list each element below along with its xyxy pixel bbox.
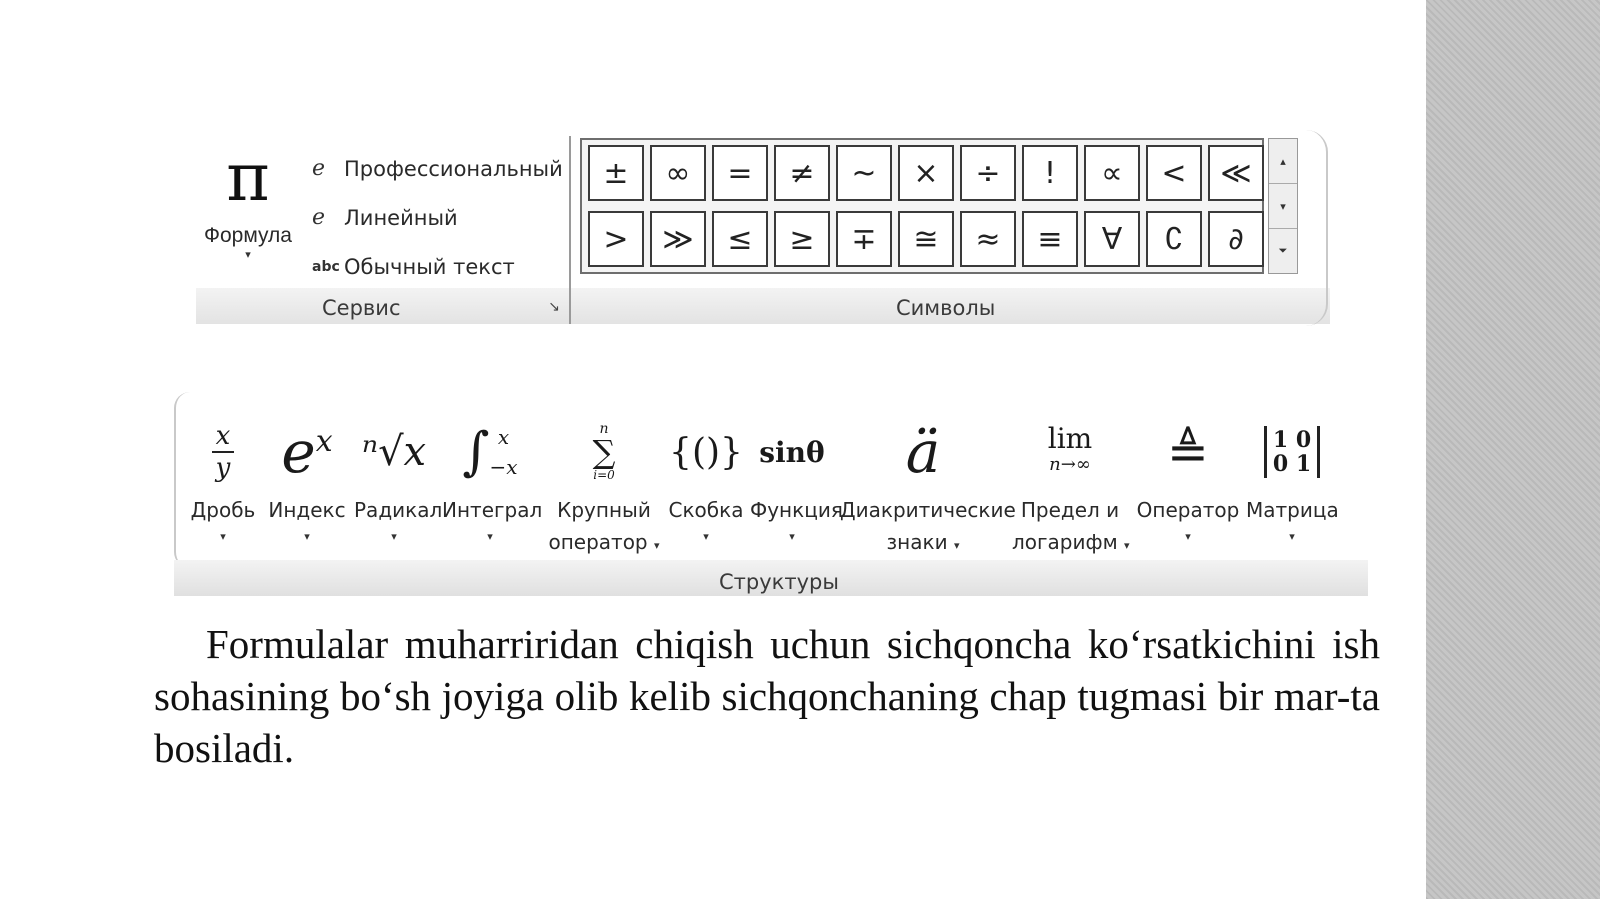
integral-label: Интеграл — [442, 498, 543, 522]
radical-button[interactable] — [354, 410, 443, 548]
accent-button[interactable] — [840, 410, 1016, 558]
body-paragraph: Formulalar muharriridan chiqish uchun sichqoncha ko‘rsatkichini ish sohasining bo‘sh joyiga olib kelib sichqonchaning chap tugmasi bir mar-ta bosiladi. — [154, 621, 1380, 771]
chevron-down-icon: ▾ — [487, 531, 493, 543]
symbol-button[interactable]: < — [1146, 145, 1202, 201]
symbol-button[interactable]: ∂ — [1208, 211, 1264, 267]
symbol-button[interactable]: ~ — [836, 145, 892, 201]
matrix-icon: 1 0 0 1 — [1246, 410, 1338, 494]
chevron-down-icon: ▾ — [703, 531, 709, 543]
integral-button[interactable] — [442, 410, 543, 548]
index-button[interactable] — [268, 410, 346, 548]
symbol-button[interactable]: ≡ — [1022, 211, 1078, 267]
symbol-button[interactable]: > — [588, 211, 644, 267]
chevron-down-icon: ▾ — [391, 531, 397, 543]
symbol-button[interactable]: ∀ — [1084, 211, 1140, 267]
symbol-button[interactable]: ≤ — [712, 211, 768, 267]
normal-text-label: Обычный текст — [344, 254, 515, 279]
symbols-gallery — [580, 138, 1264, 274]
chevron-down-icon: ▾ — [220, 531, 226, 543]
index-label: Индекс — [268, 498, 346, 522]
limit-log-label: Предел и логарифм ▾ — [1012, 498, 1130, 554]
symbol-button[interactable]: ∝ — [1084, 145, 1140, 201]
chevron-down-icon: ▾ — [245, 249, 251, 261]
bracket-label: Скобка — [668, 498, 744, 522]
dialog-launcher-icon[interactable]: ↘ — [548, 298, 560, 314]
professional-format-button[interactable] — [312, 144, 572, 193]
symbol-button[interactable]: ≈ — [960, 211, 1016, 267]
radical-icon: ⁿ√x — [361, 429, 427, 475]
linear-format-button[interactable] — [312, 193, 572, 242]
symbol-button[interactable]: ± — [588, 145, 644, 201]
limit-log-button[interactable] — [1012, 410, 1128, 558]
scroll-down-icon[interactable]: ▾ — [1269, 184, 1297, 229]
chevron-down-icon: ▾ — [789, 531, 795, 543]
gallery-expand-icon[interactable]: ⏷ — [1278, 244, 1288, 257]
accent-label: Диакритические знаки ▾ — [840, 498, 1016, 554]
group-label-simvoly: Символы — [896, 296, 996, 320]
symbol-button[interactable]: ! — [1022, 145, 1078, 201]
formula-button[interactable] — [196, 140, 300, 280]
script-icon: e x — [281, 418, 333, 486]
linear-format-label: Линейный — [344, 205, 458, 230]
function-label: Функция — [750, 498, 843, 522]
symbol-button[interactable]: ≅ — [898, 211, 954, 267]
operator-label: Оператор — [1136, 498, 1240, 522]
symbol-button[interactable]: ≠ — [774, 145, 830, 201]
format-options — [312, 144, 572, 291]
matrix-label: Матрица — [1246, 498, 1339, 522]
chevron-down-icon: ▾ — [1289, 531, 1295, 543]
symbol-button[interactable]: ÷ — [960, 145, 1016, 201]
symbol-button[interactable]: ≥ — [774, 211, 830, 267]
symbol-button[interactable]: ≪ — [1208, 145, 1264, 201]
chevron-down-icon: ▾ — [304, 531, 310, 543]
fraction-icon: $\frac{x}{y}$ — [186, 410, 260, 494]
symbol-button[interactable]: ≫ — [650, 211, 706, 267]
symbol-button[interactable]: ∓ — [836, 211, 892, 267]
equation-ribbon-top — [196, 130, 1330, 330]
function-icon: sinθ — [759, 435, 825, 469]
pi-icon: π — [226, 139, 270, 216]
bracket-button[interactable] — [668, 410, 744, 548]
chevron-down-icon: ▾ — [1185, 531, 1191, 543]
large-operator-label: Крупный оператор ▾ — [548, 498, 660, 554]
fraction-label: Дробь — [190, 498, 256, 522]
torn-edge — [1306, 130, 1328, 326]
radical-label: Радикал — [354, 498, 443, 522]
symbol-button[interactable]: = — [712, 145, 768, 201]
normal-text-button[interactable] — [312, 242, 572, 291]
operator-button[interactable] — [1136, 410, 1240, 548]
normal-text-icon: abc — [312, 258, 340, 275]
gallery-scroller — [1268, 138, 1298, 274]
scroll-up-icon[interactable]: ▴ — [1269, 139, 1297, 184]
side-decoration — [1426, 0, 1600, 899]
professional-format-label: Профессиональный — [344, 156, 563, 181]
limit-icon: lim n→∞ — [1047, 422, 1093, 475]
operator-icon: ≜ — [1167, 423, 1209, 481]
chevron-down-icon: ▾ — [653, 539, 660, 552]
group-label-servis: Сервис — [322, 296, 401, 320]
chevron-down-icon: ▾ — [953, 539, 960, 552]
symbol-button[interactable]: ∞ — [650, 145, 706, 201]
group-divider — [569, 136, 571, 324]
linear-format-icon: e — [312, 205, 326, 230]
fraction-button[interactable] — [186, 410, 260, 548]
group-label-structures: Структуры — [719, 570, 839, 594]
bracket-icon: {()} — [669, 431, 743, 473]
function-button[interactable] — [750, 410, 843, 548]
large-operator-button[interactable] — [546, 410, 662, 558]
formula-label: Формула — [204, 224, 292, 247]
matrix-button[interactable] — [1246, 410, 1338, 548]
accent-icon: ä — [905, 418, 941, 486]
chevron-down-icon: ▾ — [1124, 539, 1130, 552]
structures-ribbon — [174, 392, 1368, 596]
integral-icon: ∫ x −x — [462, 422, 518, 482]
professional-format-icon: e — [312, 156, 326, 181]
symbol-button[interactable]: × — [898, 145, 954, 201]
sum-icon: n ∑ i=0 — [592, 421, 616, 482]
symbol-button[interactable]: ∁ — [1146, 211, 1202, 267]
